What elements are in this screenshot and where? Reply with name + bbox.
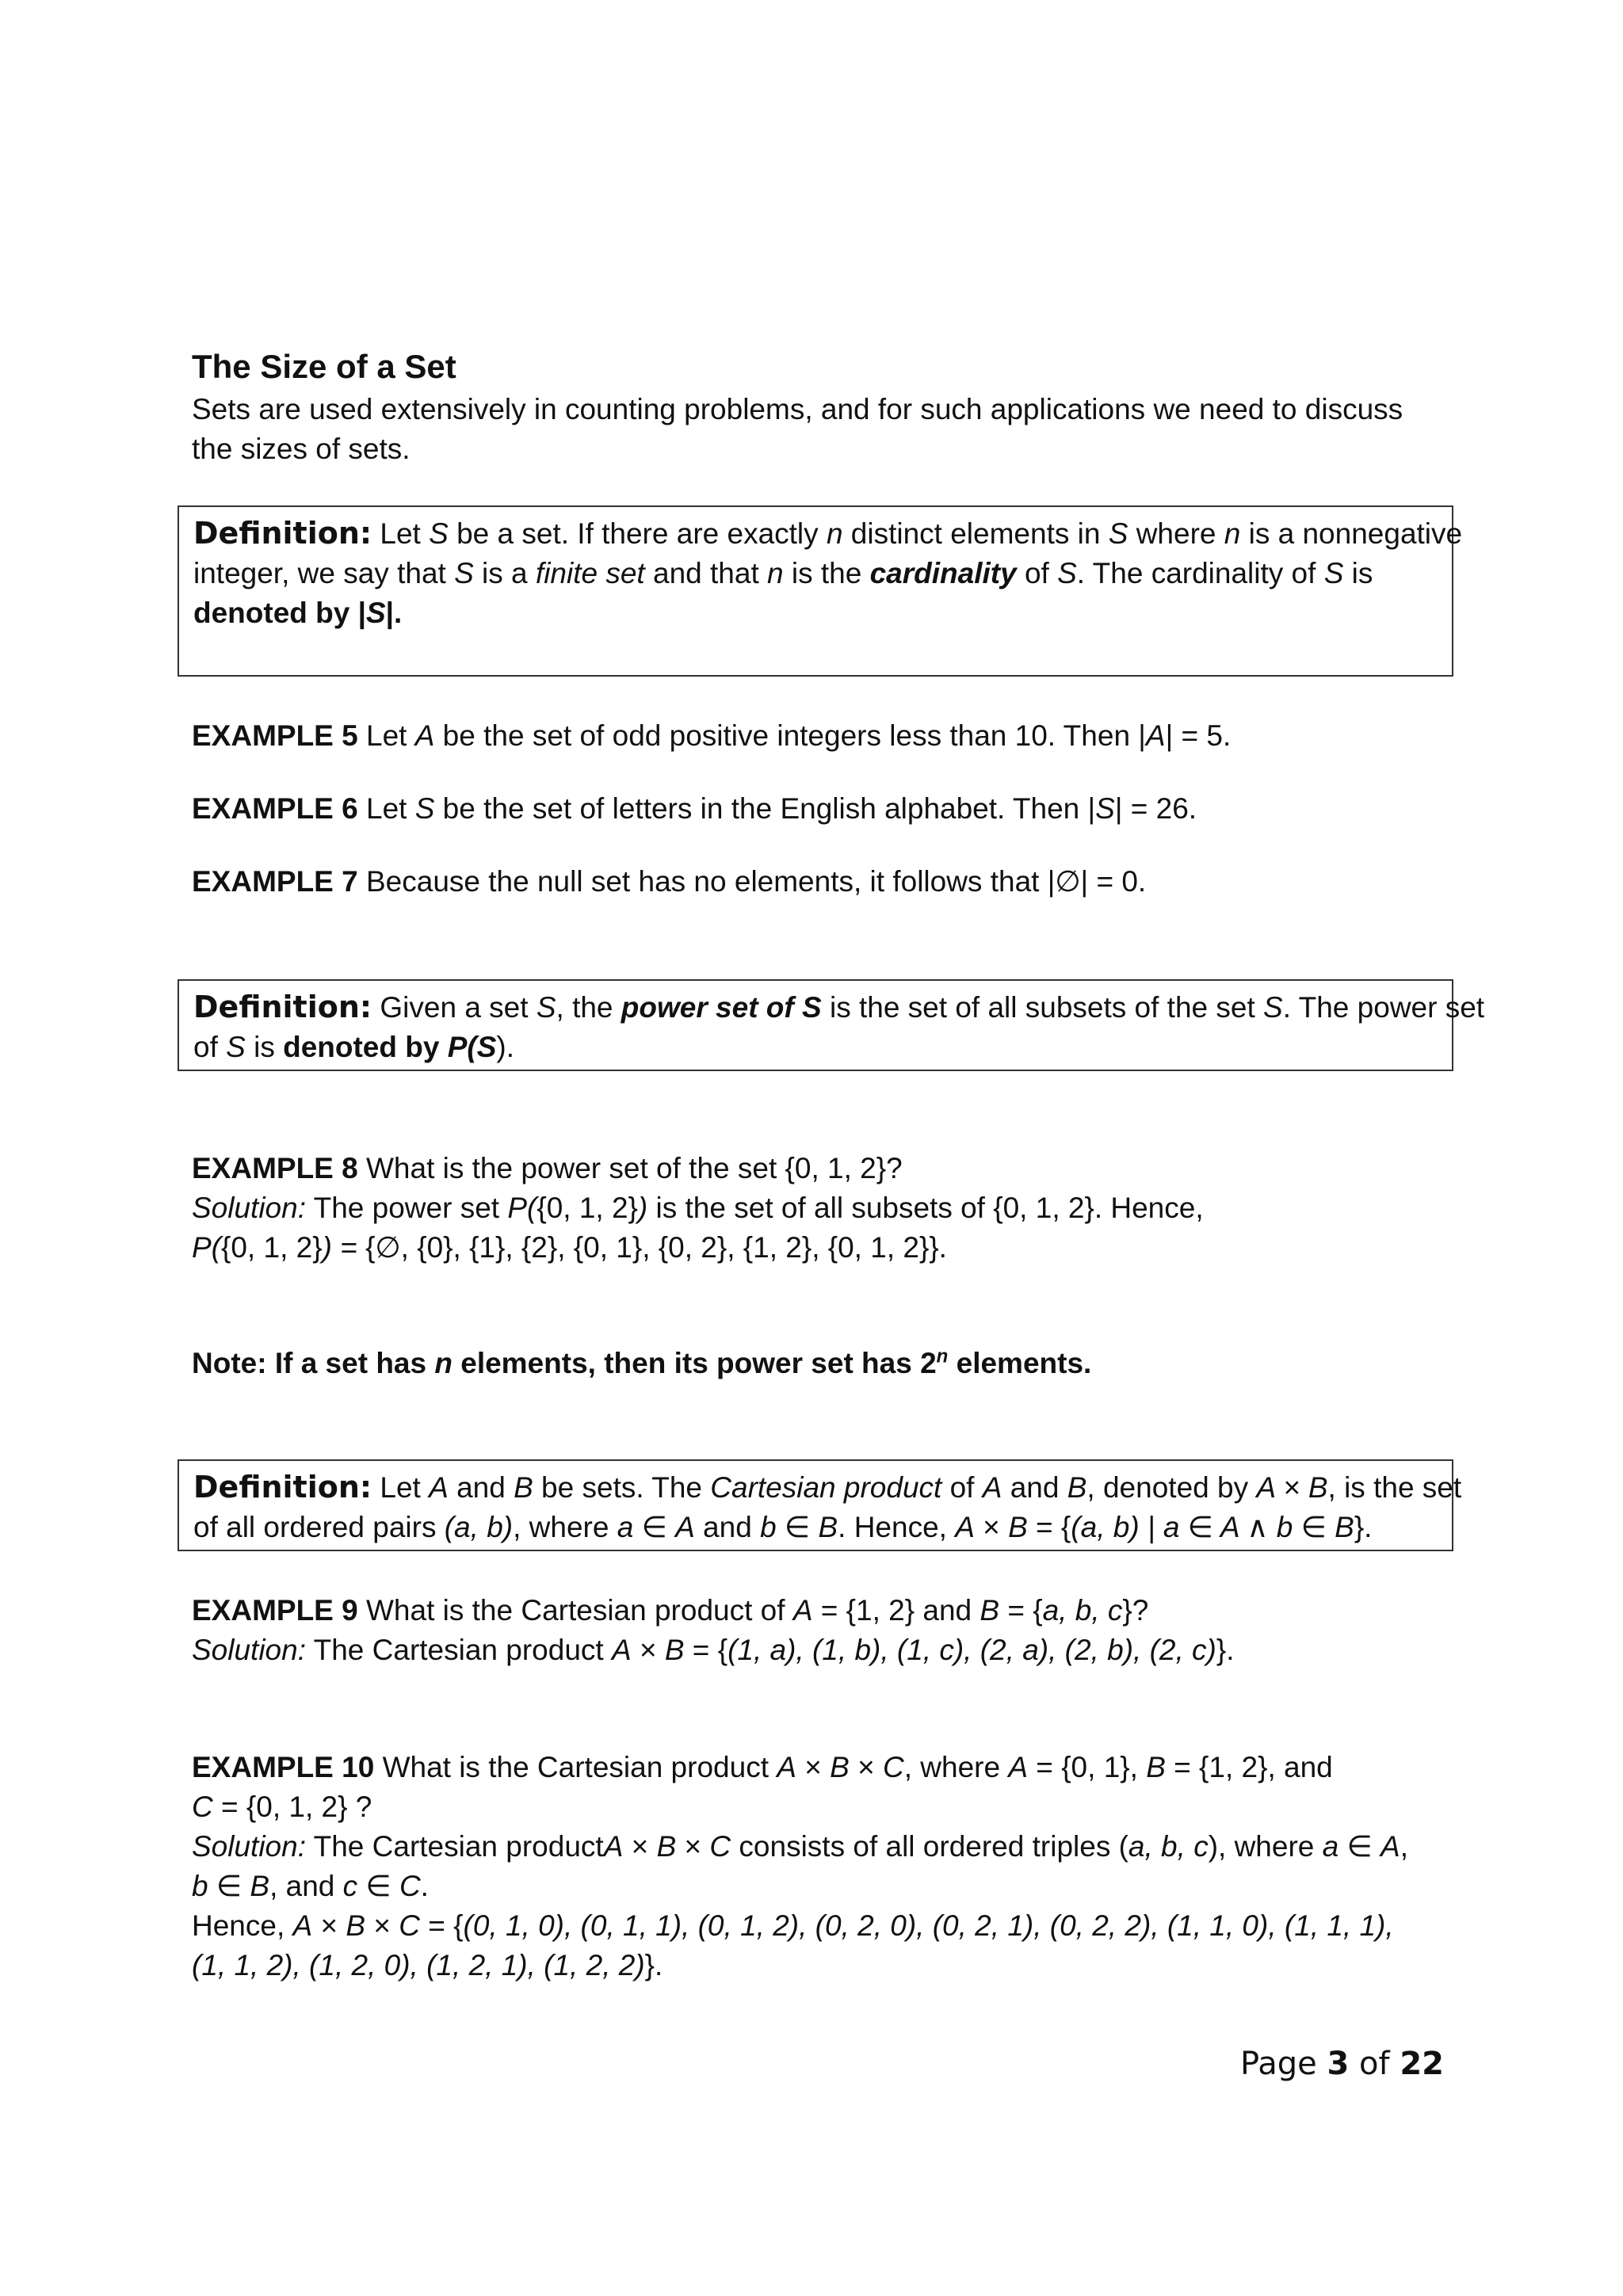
example-9-question: EXAMPLE 9 What is the Cartesian product of A = {1, 2} and B = {a, b, c}?	[192, 1594, 1149, 1627]
example-6: EXAMPLE 6 Let S be the set of letters in the English alphabet. Then |S| = 26.	[192, 792, 1197, 825]
term-cartesian-product: Cartesian product	[710, 1471, 942, 1504]
def3-line-1: Definition: Let A and B be sets. The Cartesian product of A and B, denoted by A × B, is the set	[193, 1470, 1462, 1505]
solution-label: Solution:	[192, 1830, 306, 1863]
definition-term: Definition:	[193, 516, 372, 551]
example-label: EXAMPLE 5	[192, 719, 358, 752]
def2-line-2: of S is denoted by P(S).	[193, 1031, 515, 1063]
example-label: EXAMPLE 10	[192, 1751, 375, 1783]
page-number: Page 3 of 22	[1239, 2046, 1444, 2082]
solution-label: Solution:	[192, 1634, 306, 1666]
example-5: EXAMPLE 5 Let A be the set of odd positive integers less than 10. Then |A| = 5.	[192, 719, 1232, 752]
example-label: EXAMPLE 8	[192, 1152, 358, 1184]
solution-label: Solution:	[192, 1192, 306, 1224]
example-10-solution-cont: b ∈ B, and c ∈ C.	[192, 1870, 429, 1902]
intro-line-1: Sets are used extensively in counting problems, and for such applications we need to discuss	[192, 393, 1403, 425]
example-10-question-cont: C = {0, 1, 2} ?	[192, 1791, 372, 1823]
definition-cartesian-product-box	[178, 1459, 1462, 1551]
term-power-set: power set of S	[621, 991, 822, 1024]
definition-power-set-box	[178, 979, 1485, 1071]
def1-line-1: Definition: Let S be a set. If there are exactly n distinct elements in S where n is a nonnegative	[193, 516, 1463, 551]
example-10-result: Hence, A × B × C = {(0, 1, 0), (0, 1, 1), (0, 1, 2), (0, 2, 0), (0, 2, 1), (0, 2, 2), (1, 1, 0), (1, 1, 1),	[192, 1909, 1394, 1942]
term-cardinality: cardinality	[869, 557, 1017, 589]
example-9-solution: Solution: The Cartesian product A × B = {(1, a), (1, b), (1, c), (2, a), (2, b), (2, c)}.	[192, 1634, 1235, 1666]
definition-term: Definition:	[193, 1470, 372, 1505]
example-10-question: EXAMPLE 10 What is the Cartesian product A × B × C, where A = {0, 1}, B = {1, 2}, and	[192, 1751, 1333, 1783]
def2-line-1: Definition: Given a set S, the power set of S is the set of all subsets of the set S. The power set	[193, 990, 1485, 1024]
example-8-result: P({0, 1, 2}) = {∅, {0}, {1}, {2}, {0, 1}, {0, 2}, {1, 2}, {0, 1, 2}}.	[192, 1231, 947, 1264]
example-label: EXAMPLE 9	[192, 1594, 358, 1627]
section-title: The Size of a Set	[192, 348, 456, 385]
power-set-note: Note: If a set has n elements, then its power set has 2$^n$ elements.	[192, 1345, 1092, 1379]
example-10-result-cont: (1, 1, 2), (1, 2, 0), (1, 2, 1), (1, 2, 2)}.	[192, 1949, 663, 1981]
example-10-solution: Solution: The Cartesian productA × B × C consists of all ordered triples (a, b, c), where a ∈ A,	[192, 1830, 1408, 1863]
example-8-question: EXAMPLE 8 What is the power set of the set {0, 1, 2}?	[192, 1152, 903, 1184]
example-label: EXAMPLE 7	[192, 865, 358, 898]
intro-line-2: the sizes of sets.	[192, 433, 411, 465]
example-7: EXAMPLE 7 Because the null set has no elements, it follows that |∅| = 0.	[192, 865, 1147, 898]
definition-cardinality-box	[178, 505, 1463, 677]
def3-line-2: of all ordered pairs (a, b), where a ∈ A and b ∈ B. Hence, A × B = {(a, b) | a ∈ A ∧ b ∈ B}.	[193, 1511, 1373, 1543]
term-finite-set: finite set	[535, 557, 645, 589]
def1-line-2: integer, we say that S is a finite set and that n is the cardinality of S. The cardinality of S is	[193, 557, 1373, 589]
definition-term: Definition:	[193, 990, 372, 1024]
example-label: EXAMPLE 6	[192, 792, 358, 825]
example-8-solution: Solution: The power set P({0, 1, 2}) is the set of all subsets of {0, 1, 2}. Hence,	[192, 1192, 1204, 1224]
def1-line-3: denoted by |S|.	[193, 597, 403, 629]
